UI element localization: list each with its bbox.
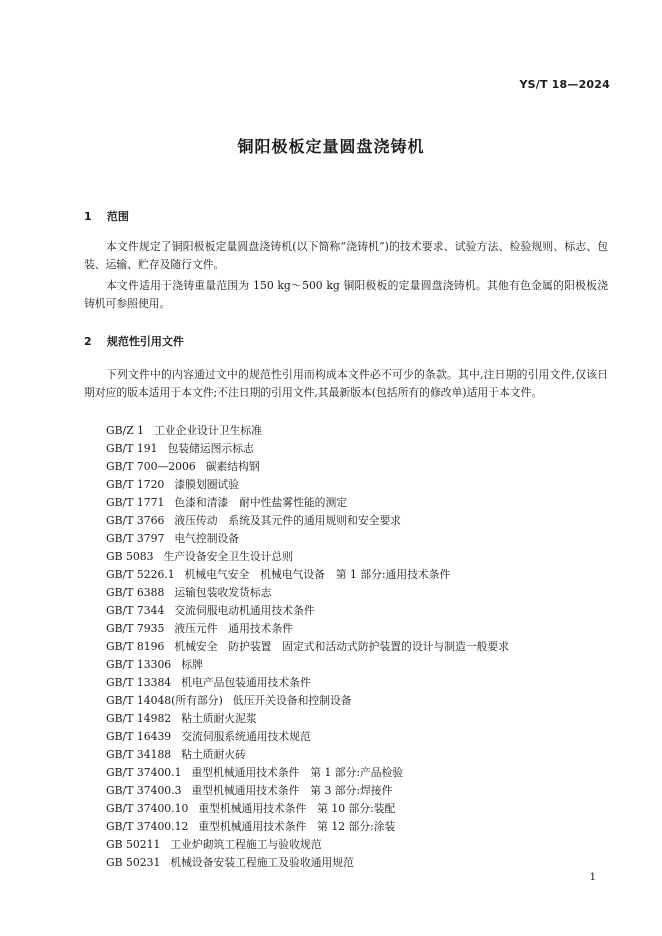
reference-title: 包装储运图示标志: [167, 442, 254, 455]
reference-title: 机械设备安装工程施工及验收通用规范: [170, 856, 354, 869]
reference-item: [106, 710, 509, 728]
reference-code: GB/T 13384: [106, 676, 172, 689]
reference-item: [106, 494, 509, 512]
reference-item: [106, 530, 509, 548]
reference-code: GB/T 7935: [106, 622, 165, 635]
reference-title: 重型机械通用技术条件 第 1 部分:产品检验: [191, 766, 404, 779]
reference-item: [106, 674, 509, 692]
reference-item: [106, 566, 509, 584]
reference-code: GB/T 14982: [106, 712, 172, 725]
reference-item: [106, 854, 509, 872]
reference-code: GB/T 37400.3: [106, 784, 182, 797]
reference-item: [106, 620, 509, 638]
reference-item: [106, 836, 509, 854]
reference-code: GB 50211: [106, 838, 161, 851]
reference-code: GB/T 191: [106, 442, 158, 455]
reference-code: GB/T 14048(所有部分): [106, 694, 223, 707]
reference-title: 重型机械通用技术条件 第 12 部分:涂装: [198, 820, 396, 833]
reference-title: 机械电气安全 机械电气设备 第 1 部分:通用技术条件: [184, 568, 451, 581]
reference-code: GB/T 1771: [106, 496, 165, 509]
reference-title: 重型机械通用技术条件 第 3 部分:焊接件: [191, 784, 393, 797]
section-number: 1: [84, 210, 92, 223]
reference-code: GB/T 37400.10: [106, 802, 189, 815]
reference-title: 液压元件 通用技术条件: [174, 622, 294, 635]
reference-list: [106, 422, 509, 872]
reference-item: [106, 476, 509, 494]
reference-code: GB 5083: [106, 550, 154, 563]
reference-item: [106, 800, 509, 818]
reference-item: [106, 458, 509, 476]
reference-code: GB 50231: [106, 856, 161, 869]
reference-item: [106, 692, 509, 710]
reference-title: 机电产品包装通用技术条件: [181, 676, 311, 689]
reference-code: GB/T 8196: [106, 640, 165, 653]
reference-title: 机械安全 防护装置 固定式和活动式防护装置的设计与制造一般要求: [174, 640, 510, 653]
reference-item: [106, 656, 509, 674]
reference-item: [106, 728, 509, 746]
reference-item: [106, 782, 509, 800]
scope-paragraph-1: 本文件规定了铜阳极板定量圆盘浇铸机(以下简称“浇铸机”)的技术要求、试验方法、检验规则、标志、包装、运输、贮存及随行文件。: [84, 240, 608, 271]
reference-code: GB/T 3766: [106, 514, 165, 527]
reference-code: GB/Z 1: [106, 424, 144, 437]
reference-item: [106, 764, 509, 782]
section-title: 范围: [106, 210, 129, 223]
reference-title: 液压传动 系统及其元件的通用规则和安全要求: [174, 514, 402, 527]
reference-code: GB/T 37400.1: [106, 766, 182, 779]
document-title: 铜阳极板定量圆盘浇铸机: [237, 137, 425, 156]
reference-item: [106, 584, 509, 602]
reference-item: [106, 638, 509, 656]
reference-title: 电气控制设备: [174, 532, 240, 545]
reference-code: GB/T 37400.12: [106, 820, 189, 833]
reference-code: GB/T 34188: [106, 748, 172, 761]
section-heading-scope: [84, 208, 129, 224]
reference-item: [106, 440, 509, 458]
page-number: 1: [589, 872, 596, 883]
reference-code: GB/T 700—2006: [106, 460, 196, 473]
reference-item: [106, 602, 509, 620]
reference-title: 工业企业设计卫生标准: [154, 424, 262, 437]
reference-code: GB/T 7344: [106, 604, 165, 617]
reference-title: 生产设备安全卫生设计总则: [163, 550, 294, 563]
reference-title: 漆膜划圈试验: [174, 478, 240, 491]
reference-item: [106, 548, 509, 566]
standard-number: YS/T 18—2024: [519, 78, 610, 91]
reference-code: GB/T 6388: [106, 586, 165, 599]
reference-item: [106, 512, 509, 530]
reference-title: 交流伺服系统通用技术规范: [181, 730, 311, 743]
reference-title: 运输包装收发货标志: [174, 586, 272, 599]
reference-item: [106, 746, 509, 764]
reference-title: 重型机械通用技术条件 第 10 部分:装配: [198, 802, 396, 815]
reference-code: GB/T 13306: [106, 658, 172, 671]
references-intro-paragraph: 下列文件中的内容通过文中的规范性引用而构成本文件必不可少的条款。其中,注日期的引用文件,仅该日期对应的版本适用于本文件;不注日期的引用文件,其最新版本(包括所有的修改单)适用于本文件。: [84, 368, 608, 399]
reference-title: 色漆和清漆 耐中性盐雾性能的测定: [174, 496, 348, 509]
section-heading-normative-references: [84, 333, 184, 349]
reference-title: 粘土质耐火泥浆: [181, 712, 257, 725]
reference-title: 碳素结构钢: [205, 460, 260, 473]
reference-title: 标牌: [181, 658, 203, 671]
reference-code: GB/T 1720: [106, 478, 165, 491]
scope-paragraph-2: 本文件适用于浇铸重量范围为 150 kg～500 kg 铜阳极板的定量圆盘浇铸机。其他有色金属的阳极板浇铸机可参照使用。: [84, 279, 608, 310]
reference-title: 工业炉砌筑工程施工与验收规范: [170, 838, 322, 851]
reference-code: GB/T 3797: [106, 532, 165, 545]
reference-title: 交流伺服电动机通用技术条件: [174, 604, 315, 617]
reference-code: GB/T 16439: [106, 730, 172, 743]
reference-title: 低压开关设备和控制设备: [232, 694, 352, 707]
reference-code: GB/T 5226.1: [106, 568, 175, 581]
reference-item: [106, 818, 509, 836]
section-number: 2: [84, 335, 92, 348]
section-title: 规范性引用文件: [106, 335, 184, 348]
reference-title: 粘土质耐火砖: [181, 748, 246, 761]
reference-item: [106, 422, 509, 440]
